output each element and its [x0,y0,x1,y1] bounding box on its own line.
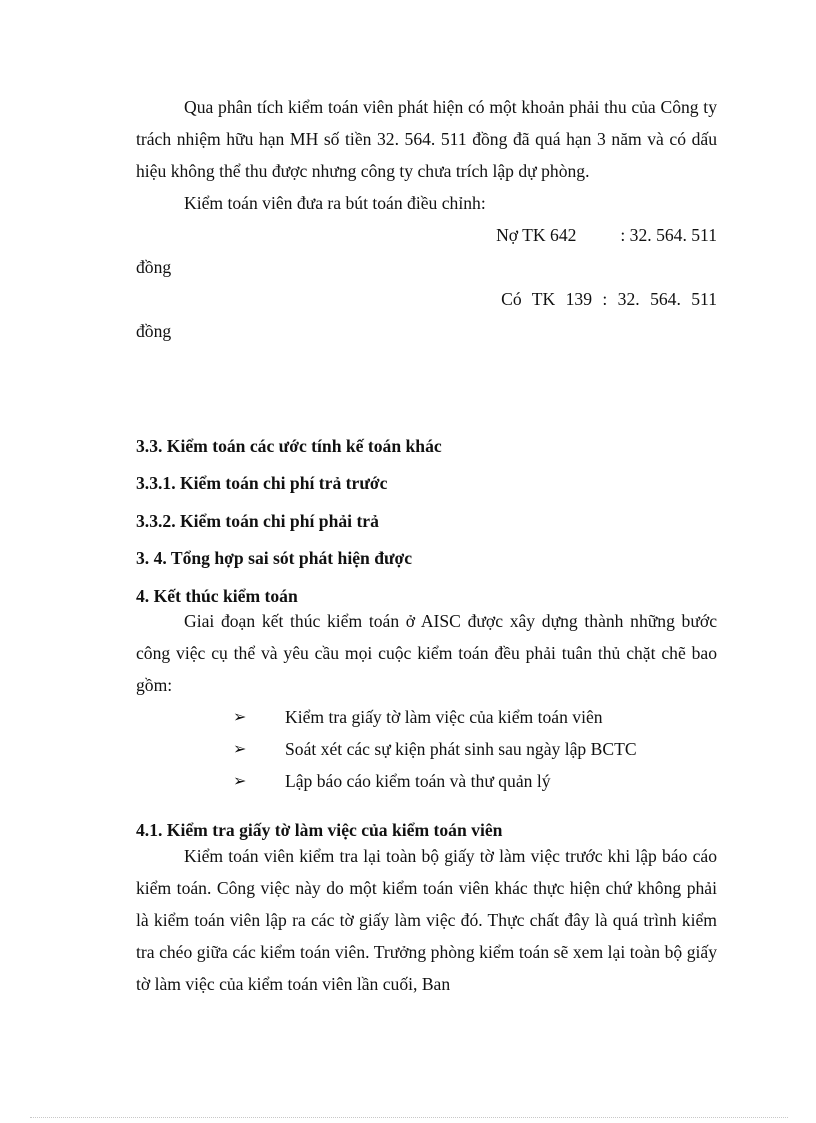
heading-3-3-1: 3.3.1. Kiểm toán chi phí trả trước [136,473,388,493]
arrow-bullet-icon: ➢ [233,739,247,758]
intro-block [136,91,717,347]
list-item [233,765,637,797]
entry-debit-unit: đồng [136,257,172,277]
list-item-label: Lập báo cáo kiểm toán và thư quản lý [285,771,551,791]
paragraph-working-papers-review: Kiểm toán viên kiểm tra lại toàn bộ giấy tờ làm việc trước khi lập báo cáo kiểm toán. Công việc này do một kiểm toán viên khác thực hiện chứ không phải là kiểm toán viên lập ra các tờ giấy làm việc đó. Thực chất đây là quá trình kiểm tra chéo giữa các kiểm toán viên. Trưởng phòng kiểm toán sẽ xem lại toàn bộ giấy tờ làm việc của kiểm toán viên lần cuối, Ban [136,846,717,994]
entry-credit-unit: đồng [136,321,172,341]
closing-steps-list [233,701,637,797]
list-item [233,701,637,733]
paragraph-adjusting-entry-intro: Kiểm toán viên đưa ra bút toán điều chỉnh: [184,193,486,213]
arrow-bullet-icon: ➢ [233,707,247,726]
heading-3-3: 3.3. Kiểm toán các ước tính kế toán khác [136,436,442,456]
closing-phase-block [136,605,717,701]
paragraph-closing-phase: Giai đoạn kết thúc kiểm toán ở AISC được xây dựng thành những bước công việc cụ thể và yêu cầu mọi cuộc kiểm toán đều phải tuân thủ chặt chẽ bao gồm: [136,611,717,695]
heading-3-3-2: 3.3.2. Kiểm toán chi phí phải trả [136,511,379,531]
heading-4-1: 4.1. Kiểm tra giấy tờ làm việc của kiểm toán viên [136,820,503,840]
list-item-label: Soát xét các sự kiện phát sinh sau ngày lập BCTC [285,739,637,759]
page-bottom-rule [30,1117,788,1118]
heading-4: 4. Kết thúc kiểm toán [136,586,298,606]
entry-credit-line: Có TK 139 : 32. 564. 511 [501,289,717,309]
list-item [233,733,637,765]
list-item-label: Kiểm tra giấy tờ làm việc của kiểm toán viên [285,707,603,727]
paragraph-receivable-finding: Qua phân tích kiểm toán viên phát hiện có một khoản phải thu của Công ty trách nhiệm hữu hạn MH số tiền 32. 564. 511 đồng đã quá hạn 3 năm và có dấu hiệu không thể thu được nhưng công ty chưa trích lập dự phòng. [136,97,717,181]
working-papers-block [136,840,717,1000]
entry-debit-line: Nợ TK 642 : 32. 564. 511 [496,225,717,245]
arrow-bullet-icon: ➢ [233,771,247,790]
heading-3-4: 3. 4. Tổng hợp sai sót phát hiện được [136,548,413,568]
